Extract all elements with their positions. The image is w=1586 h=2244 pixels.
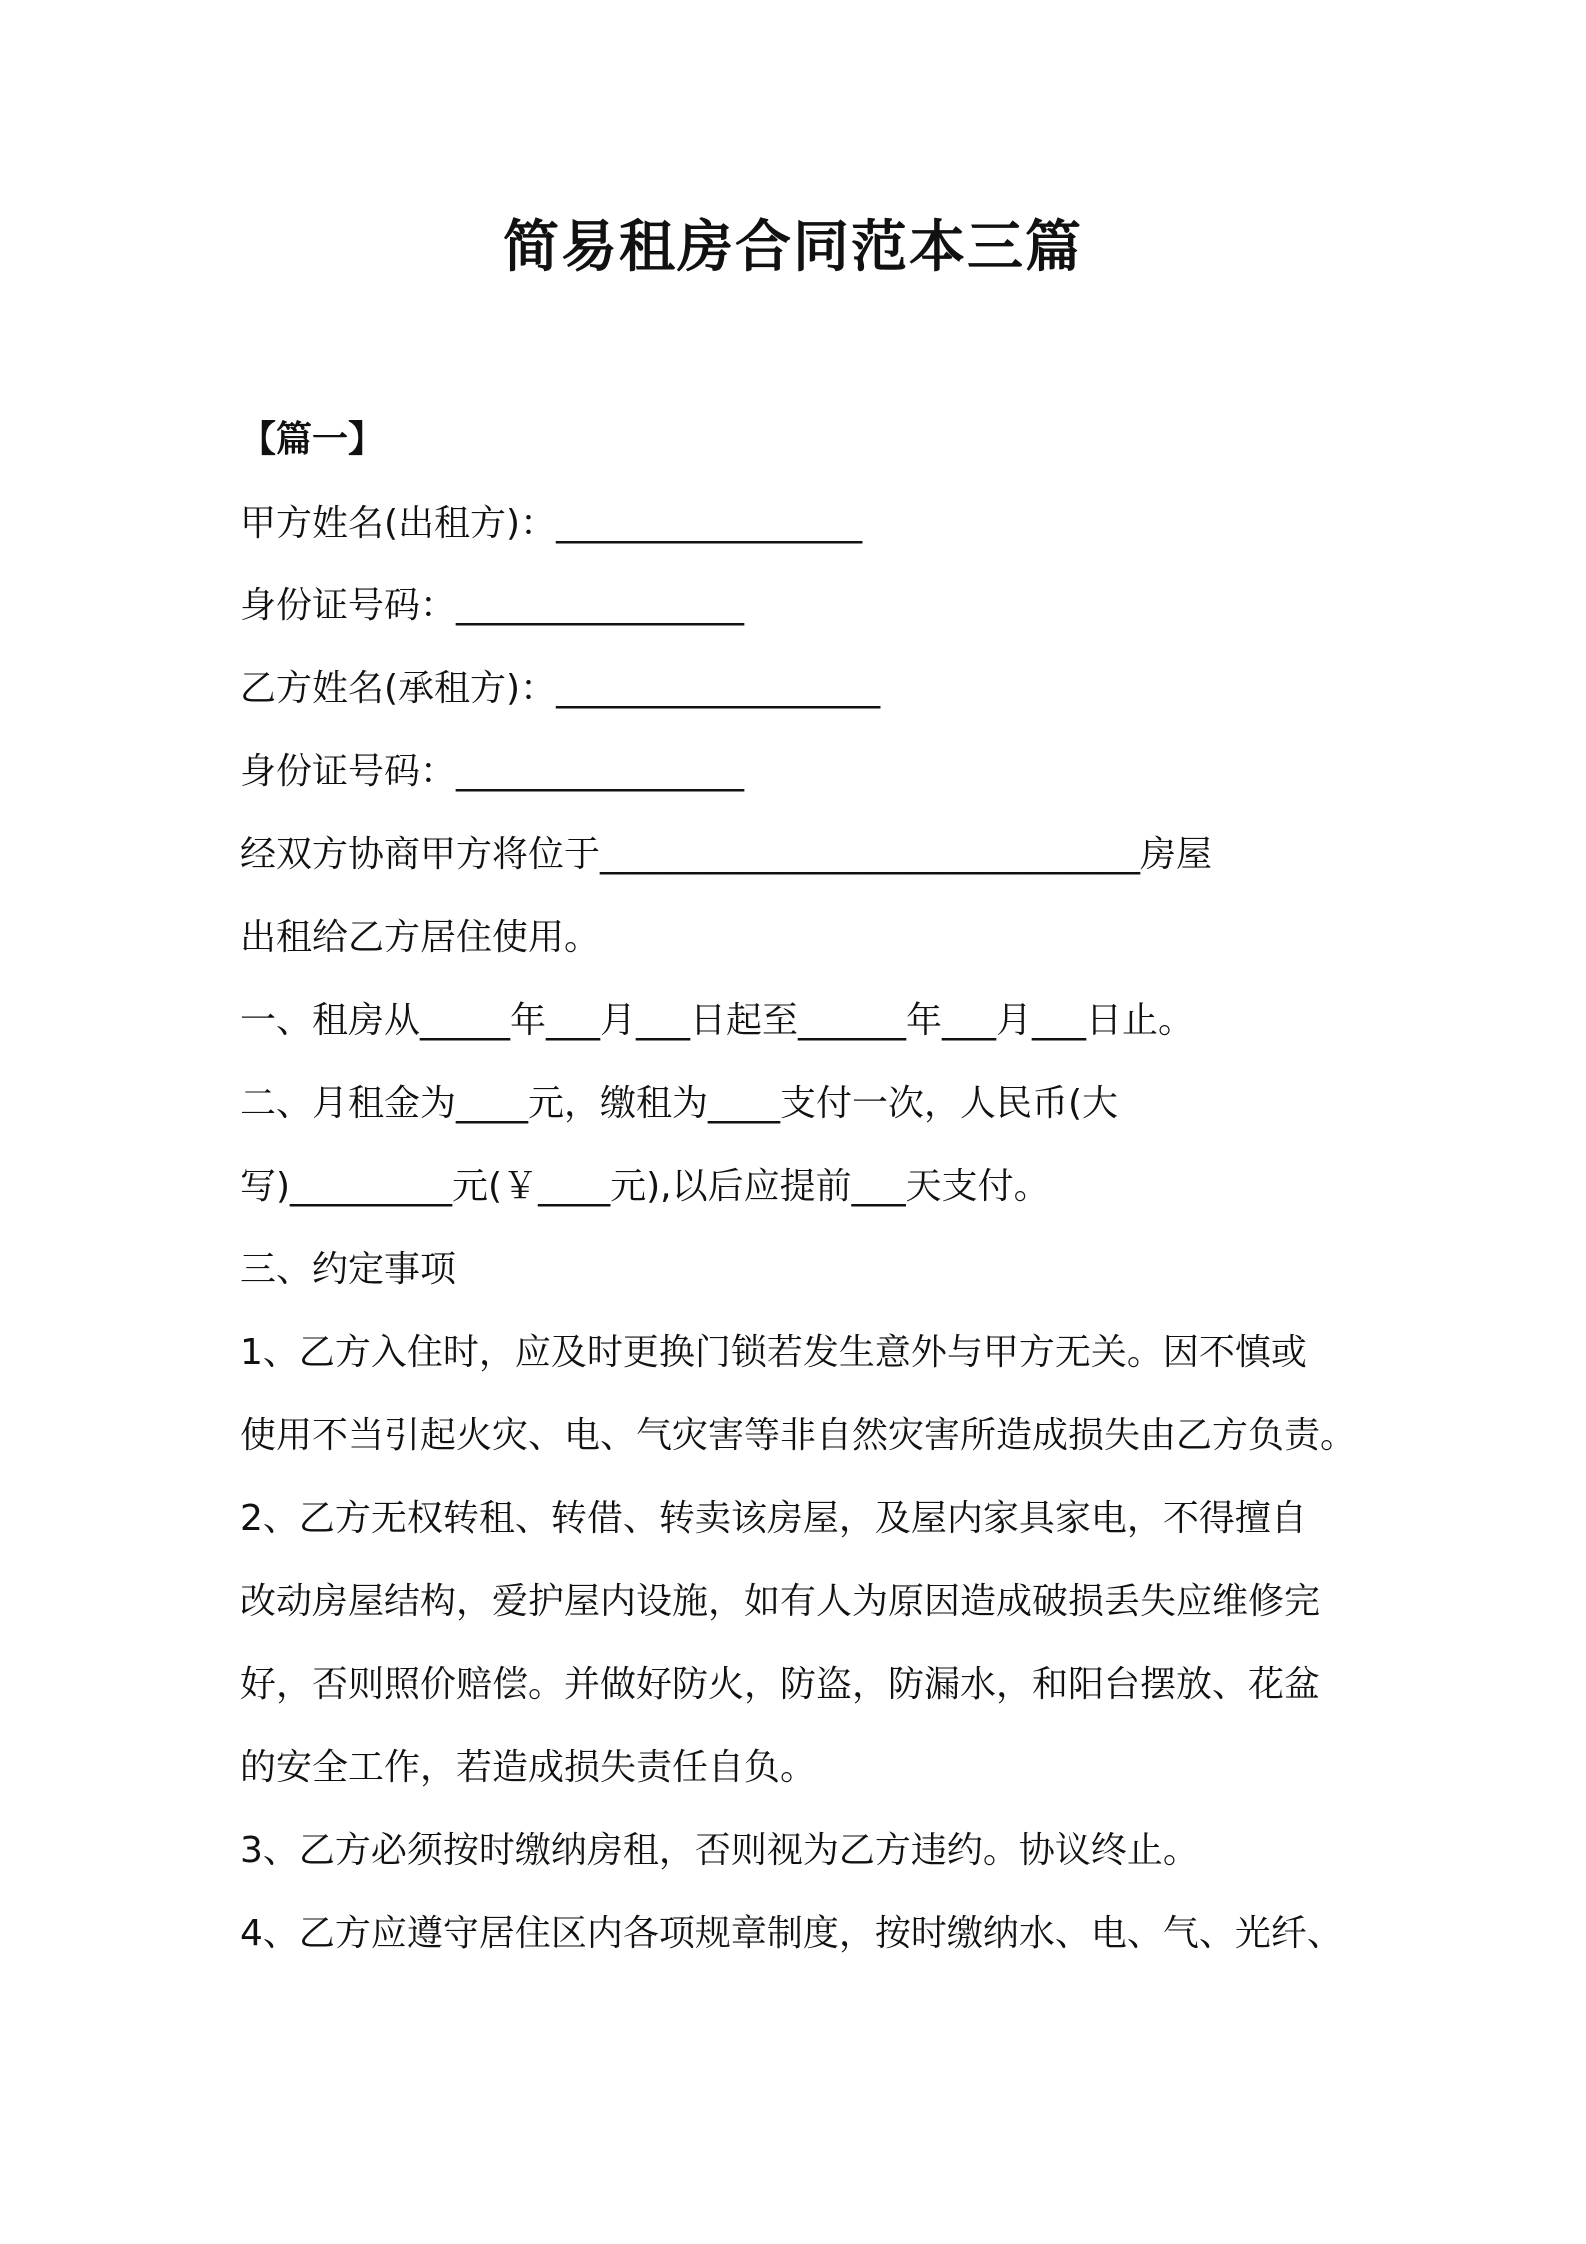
- clause-2-line-3: 好，否则照价赔偿。并做好防火，防盗，防漏水，和阳台摆放、花盆: [240, 1664, 1321, 1705]
- clause-2-line-4: 的安全工作，若造成损失责任自负。: [240, 1747, 817, 1788]
- rent-line-1: 二、月租金为____元，缴租为____支付一次，人民币(大: [240, 1083, 1119, 1124]
- clause-2-line-1: 2、乙方无权转租、转借、转卖该房屋，及屋内家具家电，不得擅自: [240, 1498, 1307, 1539]
- landlord-id-line: 身份证号码：________________: [240, 585, 745, 626]
- section-heading: 【篇一】: [240, 419, 385, 460]
- property-use-line: 出租给乙方居住使用。: [240, 917, 601, 958]
- clause-1-line-1: 1、乙方入住时，应及时更换门锁若发生意外与甲方无关。因不慎或: [240, 1332, 1307, 1373]
- rent-line-2: 写)_________元(￥____元),以后应提前___天支付。: [240, 1166, 1050, 1207]
- landlord-name-line: 甲方姓名(出租方)：_________________: [240, 503, 863, 544]
- clause-1-line-2: 使用不当引起火灾、电、气灾害等非自然灾害所造成损失由乙方负责。: [240, 1415, 1357, 1456]
- property-location-line: 经双方协商甲方将位于______________________________房屋: [240, 834, 1213, 875]
- clause-2-line-2: 改动房屋结构，爱护屋内设施，如有人为原因造成破损丢失应维修完: [240, 1581, 1321, 1622]
- tenant-id-line: 身份证号码：________________: [240, 751, 745, 792]
- clause-4-line-1: 4、乙方应遵守居住区内各项规章制度，按时缴纳水、电、气、光纤、: [240, 1913, 1343, 1954]
- agreement-heading: 三、约定事项: [240, 1249, 457, 1290]
- clause-3-line: 3、乙方必须按时缴纳房租，否则视为乙方违约。协议终止。: [240, 1830, 1199, 1871]
- lease-term-line: 一、租房从_____年___月___日起至______年___月___日止。: [240, 1000, 1195, 1041]
- tenant-name-line: 乙方姓名(承租方)：__________________: [240, 668, 881, 709]
- document-title: 简易租房合同范本三篇: [503, 215, 1083, 280]
